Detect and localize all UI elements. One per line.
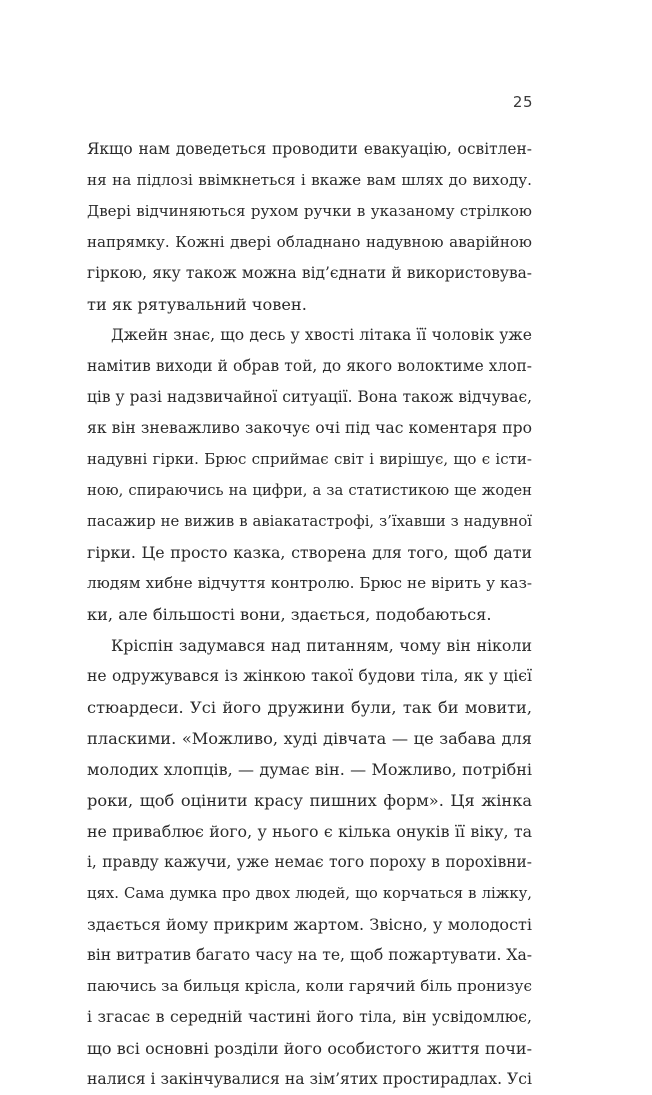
text-line: гірки. Це просто казка, створена для того, щоб дати — [87, 543, 532, 562]
text-line: цях. Сама думка про двох людей, що корчаться в ліжку, — [87, 885, 532, 902]
text-line: надувні гірки. Брюс сприймає світ і вирішує, що є істи- — [87, 450, 532, 468]
text-line: ною, спираючись на цифри, а за статистикою ще жоден — [87, 482, 532, 499]
text-line: налися і закінчувалися на зім’ятих простирадлах. Усі — [87, 1070, 532, 1088]
text-line: здається йому прикрим жартом. Звісно, у молодості — [87, 915, 532, 934]
text-line: пасажир не вижив в авіакатастрофі, з’їхавши з надувної — [87, 513, 532, 530]
text-line: паючись за бильця крісла, коли гарячий біль пронизує — [87, 977, 532, 995]
text-line: він витратив багато часу на те, щоб пожартувати. Ха- — [87, 946, 532, 964]
text-line: людям хибне відчуття контролю. Брюс не вірить у каз- — [87, 574, 532, 592]
text-line: і, правду кажучи, уже немає того пороху в порохівни- — [87, 853, 532, 871]
text-line: Двері відчиняються рухом ручки в указаному стрілкою — [87, 202, 532, 220]
text-line: ців у разі надзвичайної ситуації. Вона також відчуває, — [87, 388, 532, 406]
text-line: молодих хлопців, — думає він. — Можливо, потрібні — [87, 760, 532, 779]
text-line: Джейн знає, що десь у хвості літака її чоловік уже — [111, 326, 532, 344]
text-line: роки, щоб оцінити красу пишних форм». Ця жінка — [87, 791, 532, 810]
text-line: ти як рятувальний човен. — [87, 295, 307, 314]
text-line: Якщо нам доведеться проводити евакуацію, освітлен- — [87, 140, 532, 158]
text-line: пласкими. «Можливо, худі дівчата — це забава для — [87, 729, 532, 748]
page-number: 25 — [512, 93, 533, 111]
text-line: як він зневажливо закочує очі під час коментаря про — [87, 419, 532, 437]
text-line: намітив виходи й обрав той, до якого волоктиме хлоп- — [87, 357, 532, 375]
text-line: Кріспін задумався над питанням, чому він ніколи — [111, 636, 532, 655]
text-line: не приваблює його, у нього є кілька онуків її віку, та — [87, 822, 532, 841]
text-line: і згасає в середній частині його тіла, він усвідомлює, — [87, 1008, 532, 1026]
paragraph — [87, 134, 532, 320]
text-line: ня на підлозі ввімкнеться і вкаже вам шлях до виходу. — [87, 171, 532, 189]
text-line: стюардеси. Усі його дружини були, так би мовити, — [87, 698, 532, 717]
text-line: не одружувався із жінкою такої будови тіла, як у цієї — [87, 667, 532, 685]
paragraph — [87, 320, 532, 630]
text-line: що всі основні розділи його особистого життя почи- — [87, 1039, 532, 1058]
body-text — [87, 134, 532, 1095]
paragraph — [87, 630, 532, 1095]
text-line: ки, але більшості вони, здається, подобаються. — [87, 605, 492, 624]
text-line: гіркою, яку також можна від’єднати й використовува- — [87, 264, 532, 282]
text-line: напрямку. Кожні двері обладнано надувною аварійною — [87, 233, 532, 251]
